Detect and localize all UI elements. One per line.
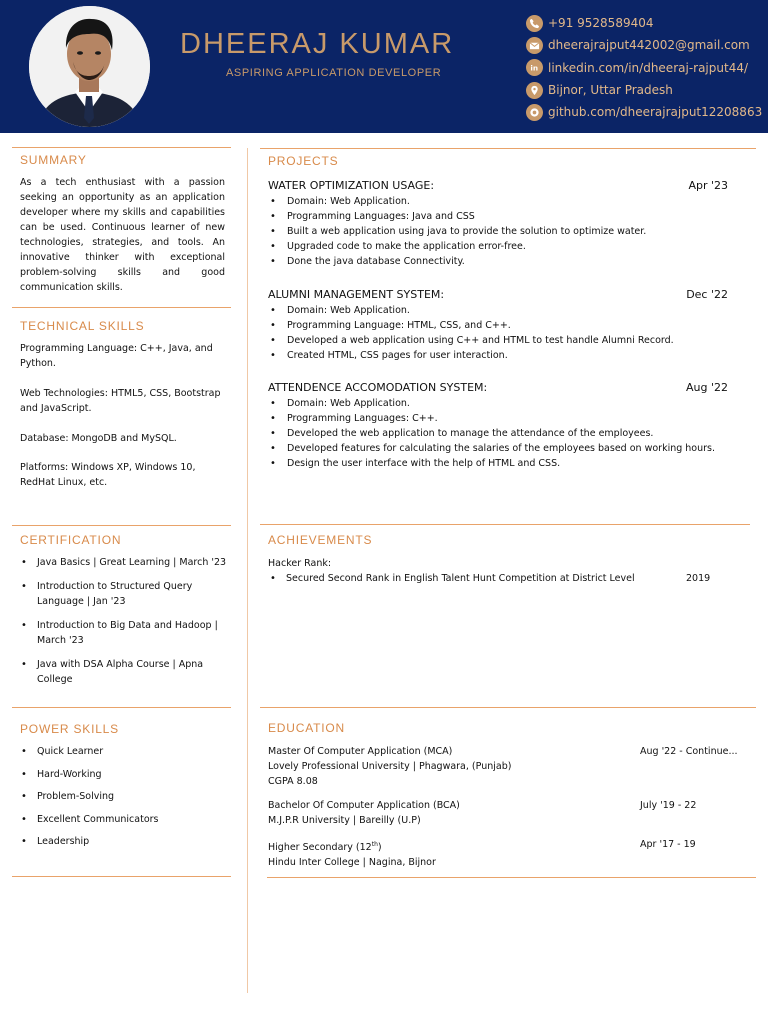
education-date: Apr '17 - 19	[640, 839, 696, 850]
project-bullets	[268, 396, 738, 471]
project-date: Aug '22	[686, 381, 728, 394]
linkedin-icon	[526, 59, 543, 76]
project-alumni	[268, 287, 738, 363]
project-attendance	[268, 380, 738, 471]
certification-rule	[12, 525, 231, 526]
contact-github	[526, 101, 768, 123]
certification-heading: CERTIFICATION	[20, 533, 122, 547]
achievement-list	[268, 571, 738, 586]
list-item: • Built a web application using java to provide the solution to optimize water.	[268, 224, 738, 239]
list-item: • Domain: Web Application.	[268, 303, 738, 318]
list-item: • Upgraded code to make the application error-free.	[268, 239, 738, 254]
education-degree: Master Of Computer Application (MCA)	[268, 746, 453, 757]
column-divider	[247, 148, 248, 993]
location-icon	[526, 82, 543, 99]
education-school: Lovely Professional University | Phagwara, (Punjab)	[268, 761, 512, 772]
power-skills-rule	[12, 707, 231, 708]
projects-heading: PROJECTS	[268, 154, 339, 168]
contact-email-text[interactable]: dheerajrajput442002@gmail.com	[548, 38, 750, 53]
list-item: • Hard-Working	[19, 767, 219, 782]
summary-text: As a tech enthusiast with a passion seeking an opportunity as an application developer where my skills and capabilities can be used. Continuous learner of new technologies, strategies, and tools. An innovative thinker with exceptional problem-solving skills and good communication skills.	[20, 177, 225, 293]
education-degree-suffix: )	[377, 842, 382, 854]
candidate-role: ASPIRING APPLICATION DEVELOPER	[226, 67, 442, 79]
education-mca	[268, 744, 756, 789]
achievement-label: Hacker Rank:	[268, 558, 332, 569]
resume-header	[0, 0, 768, 133]
list-item: • Java Basics | Great Learning | March '23	[19, 555, 241, 570]
power-skills-list	[19, 744, 219, 857]
contact-linkedin	[526, 57, 768, 79]
contact-location-text: Bijnor, Uttar Pradesh	[548, 83, 673, 98]
education-degree-row	[268, 744, 756, 759]
achievements-rule	[260, 524, 750, 525]
skill-database: Database: MongoDB and MySQL.	[20, 433, 177, 444]
education-heading: EDUCATION	[268, 721, 345, 735]
list-item: • Leadership	[19, 834, 219, 849]
education-date: July '19 - 22	[640, 800, 697, 811]
list-item: • Developed a web application using C++ and HTML to test handle Alumni Record.	[268, 333, 738, 348]
list-item: • Programming Languages: Java and CSS	[268, 209, 738, 224]
project-title: ALUMNI MANAGEMENT SYSTEM:	[268, 288, 445, 301]
project-title: WATER OPTIMIZATION USAGE:	[268, 179, 435, 192]
summary-heading: SUMMARY	[20, 153, 87, 167]
education-degree-row	[268, 837, 756, 855]
technical-skills-heading: TECHNICAL SKILLS	[20, 319, 145, 333]
education-bca	[268, 798, 756, 828]
project-bullets	[268, 303, 738, 363]
list-item: • Done the java database Connectivity.	[268, 254, 738, 269]
list-item: • Java with DSA Alpha Course | Apna College	[19, 657, 241, 687]
achievements-heading: ACHIEVEMENTS	[268, 533, 373, 547]
contact-linkedin-text[interactable]: linkedin.com/in/dheeraj-rajput44/	[548, 60, 749, 75]
projects-rule	[260, 148, 756, 149]
education-degree-row	[268, 798, 756, 813]
list-item: • Created HTML, CSS pages for user interaction.	[268, 348, 738, 363]
contact-github-text[interactable]: github.com/dheerajrajput12208863	[548, 105, 763, 120]
contact-email	[526, 34, 768, 56]
education-rule	[260, 707, 756, 708]
list-item: • Domain: Web Application.	[268, 396, 738, 411]
certification-list	[19, 555, 241, 696]
summary-rule	[12, 147, 231, 148]
project-date: Dec '22	[686, 288, 728, 301]
contact-phone-text[interactable]: +91 9528589404	[548, 16, 654, 31]
list-item: • Secured Second Rank in English Talent Hunt Competition at District Level	[268, 571, 738, 586]
profile-photo	[29, 6, 150, 127]
contact-location	[526, 79, 768, 101]
project-water	[268, 178, 738, 269]
achievement-year: 2019	[686, 573, 711, 584]
education-degree-sup: th	[371, 841, 378, 848]
achievements-block	[268, 556, 738, 586]
project-title-row	[268, 380, 738, 396]
skill-platforms: Platforms: Windows XP, Windows 10, RedHat Linux, etc.	[20, 462, 196, 488]
education-cgpa: CGPA 8.08	[268, 776, 318, 787]
right-bottom-rule	[267, 877, 756, 878]
list-item: • Introduction to Big Data and Hadoop | March '23	[19, 618, 241, 648]
left-bottom-rule	[12, 876, 231, 877]
github-icon	[526, 104, 543, 121]
contact-list	[526, 12, 768, 123]
project-bullets	[268, 194, 738, 269]
skill-web: Web Technologies: HTML5, CSS, Bootstrap and JavaScript.	[20, 388, 221, 414]
list-item: • Programming Languages: C++.	[268, 411, 738, 426]
list-item: • Developed features for calculating the salaries of the employees based on working hours.	[268, 441, 738, 456]
project-title: ATTENDENCE ACCOMODATION SYSTEM:	[268, 381, 488, 394]
project-date: Apr '23	[688, 179, 728, 192]
education-school: Hindu Inter College | Nagina, Bijnor	[268, 857, 436, 869]
candidate-name: DHEERAJ KUMAR	[180, 28, 455, 60]
avatar	[29, 6, 150, 127]
education-degree-prefix: Higher Secondary (12	[268, 842, 372, 854]
education-degree: Bachelor Of Computer Application (BCA)	[268, 800, 460, 811]
achievement-row	[268, 571, 738, 586]
power-skills-heading: POWER SKILLS	[20, 722, 119, 736]
skill-programming: Programming Language: C++, Java, and Python.	[20, 343, 213, 369]
list-item: • Problem-Solving	[19, 789, 219, 804]
list-item: • Excellent Communicators	[19, 812, 219, 827]
list-item: • Programming Language: HTML, CSS, and C++.	[268, 318, 738, 333]
contact-phone	[526, 12, 768, 34]
education-degree	[268, 842, 382, 853]
education-hsc	[268, 837, 756, 870]
list-item: • Design the user interface with the help of HTML and CSS.	[268, 456, 738, 471]
technical-skills-rule	[12, 307, 231, 308]
email-icon	[526, 37, 543, 54]
phone-icon	[526, 15, 543, 32]
project-title-row	[268, 178, 738, 194]
list-item: • Introduction to Structured Query Language | Jan '23	[19, 579, 241, 609]
education-school: M.J.P.R University | Bareilly (U.P)	[268, 815, 421, 826]
list-item: • Developed the web application to manage the attendance of the employees.	[268, 426, 738, 441]
project-title-row	[268, 287, 738, 303]
list-item: • Quick Learner	[19, 744, 219, 759]
svg-text:in: in	[530, 63, 539, 73]
list-item: • Domain: Web Application.	[268, 194, 738, 209]
education-date: Aug '22 - Continue...	[640, 746, 738, 757]
